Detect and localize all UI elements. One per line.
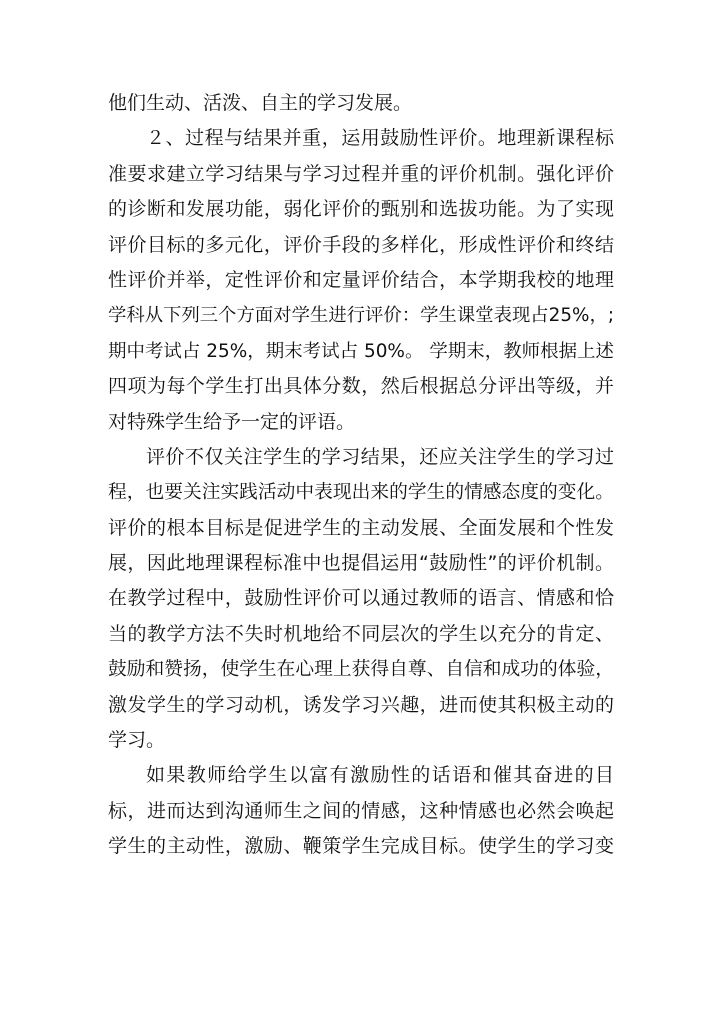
text-line: 性评价并举，定性评价和定量评价结合，本学期我校的地理 (108, 268, 614, 291)
text-line: 在教学过程中，鼓励性评价可以通过教师的语言、情感和恰 (108, 587, 614, 610)
text-line: 鼓励和赞扬，使学生在心理上获得自尊、自信和成功的体验， (108, 659, 614, 681)
text-line: 标，进而达到沟通师生之间的情感，这种情感也必然会唤起 (108, 799, 614, 822)
text-line: 评价目标的多元化，评价手段的多样化，形成性评价和终结 (108, 233, 614, 256)
paragraph-first-line: 如果教师给学生以富有激励性的话语和催其奋进的目 (146, 764, 614, 787)
text-line: 四项为每个学生打出具体分数，然后根据总分评出等级，并 (108, 375, 614, 398)
text-line: 的诊断和发展功能，弱化评价的甄别和选拔功能。为了实现 (108, 198, 614, 221)
document-body (108, 86, 614, 865)
text-line: 他们生动、活泼、自主的学习发展。 (108, 92, 413, 114)
text-line: 学生的主动性，激励、鞭策学生完成目标。使学生的学习变 (108, 835, 614, 858)
text-line: 对特殊学生给予一定的评语。 (108, 410, 356, 433)
paragraph-first-line: ２、过程与结果并重，运用鼓励性评价。地理新课程标 (146, 127, 614, 150)
text-line: 当的教学方法不失时机地给不同层次的学生以充分的肯定、 (108, 622, 614, 645)
text-line: 准要求建立学习结果与学习过程并重的评价机制。强化评价 (108, 162, 614, 185)
text-line: 展，因此地理课程标准中也提倡运用“鼓励性”的评价机制。 (108, 552, 614, 575)
text-line: 期中考试占 25%，期末考试占 50%。 学期末，教师根据上述 (108, 340, 614, 362)
text-line: 学科从下列三个方面对学生进行评价：学生课堂表现占25%，; (108, 305, 614, 327)
text-line: 评价的根本目标是促进学生的主动发展、全面发展和个性发 (108, 516, 614, 539)
text-line: 学习。 (108, 729, 166, 752)
text-line: 程，也要关注实践活动中表现出来的学生的情感态度的变化。 (108, 482, 614, 504)
paragraph-first-line: 评价不仅关注学生的学习结果，还应关注学生的学习过 (146, 445, 614, 468)
text-line: 激发学生的学习动机，诱发学习兴趣，进而使其积极主动的 (108, 693, 614, 716)
